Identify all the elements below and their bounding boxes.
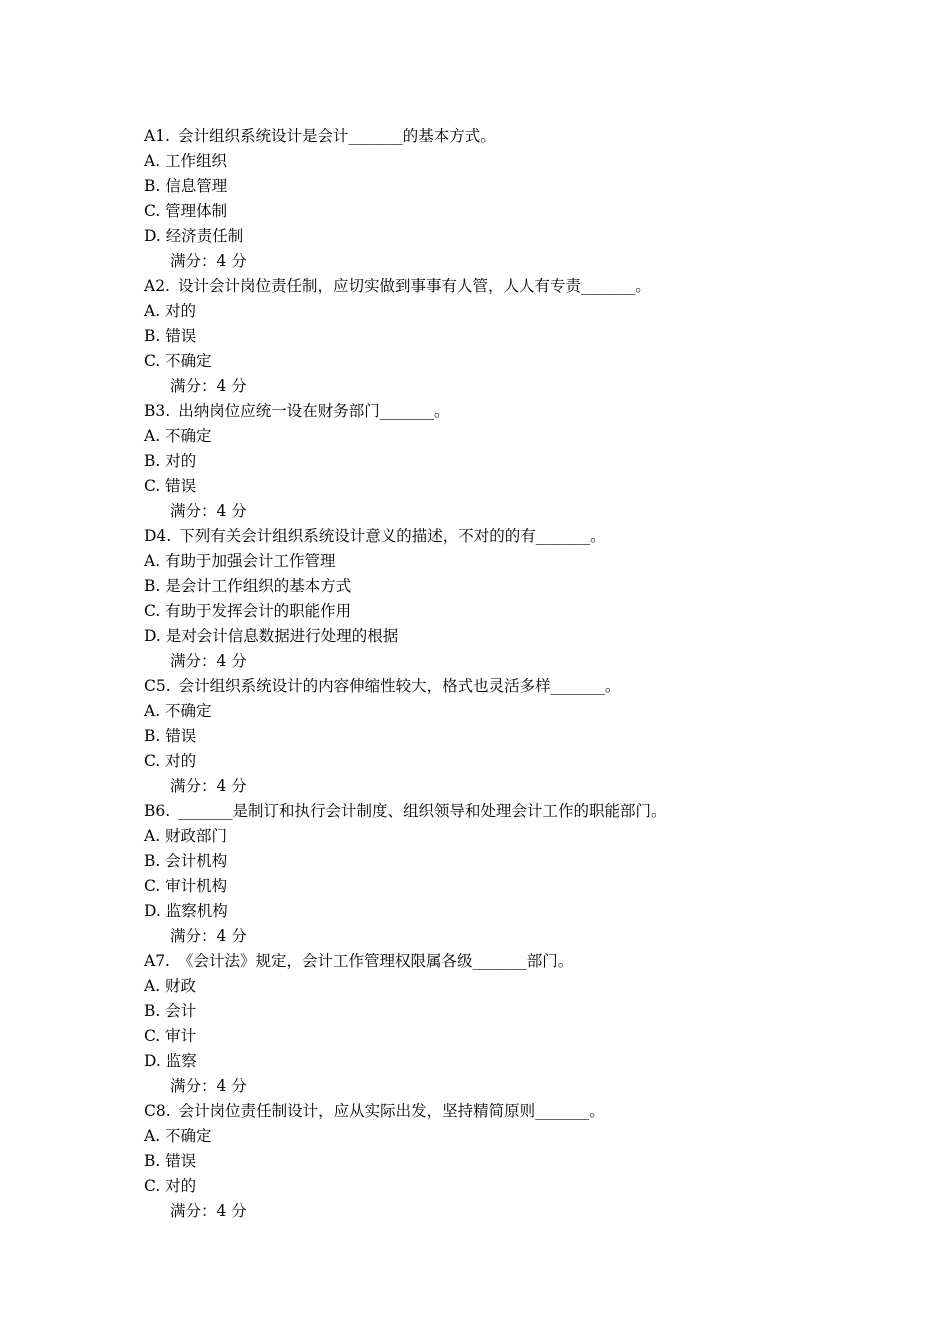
question-id: B6. — [144, 802, 171, 820]
option: D. 经济责任制 — [144, 227, 244, 245]
question-text: 会计组织系统设计的内容伸缩性较大，格式也灵活多样_______。 — [178, 677, 621, 695]
question-id: B3. — [144, 402, 171, 420]
question-text: 《会计法》规定，会计工作管理权限属各级_______部门。 — [177, 952, 574, 970]
option: C. 不确定 — [144, 352, 212, 370]
score-line: 满分：4 分 — [170, 652, 247, 670]
option: D. 是对会计信息数据进行处理的根据 — [144, 627, 399, 645]
score-line: 满分：4 分 — [170, 377, 247, 395]
option: A. 不确定 — [144, 1127, 212, 1145]
score-line: 满分：4 分 — [170, 252, 247, 270]
question-stem — [144, 1099, 844, 1124]
score-line: 满分：4 分 — [170, 777, 247, 795]
question-id: D4. — [144, 527, 172, 545]
question-text: 会计岗位责任制设计，应从实际出发，坚持精简原则_______。 — [178, 1102, 605, 1120]
question-stem — [144, 949, 844, 974]
option: A. 不确定 — [144, 702, 212, 720]
option: C. 管理体制 — [144, 202, 228, 220]
option: B. 信息管理 — [144, 177, 228, 195]
question-text: 会计组织系统设计是会计_______的基本方式。 — [177, 127, 496, 145]
option: A. 工作组织 — [144, 152, 228, 170]
option: C. 审计机构 — [144, 877, 228, 895]
option: B. 错误 — [144, 727, 197, 745]
question-stem — [144, 274, 844, 299]
question-stem — [144, 674, 844, 699]
score-line: 满分：4 分 — [170, 927, 247, 945]
option: A. 对的 — [144, 302, 197, 320]
option: D. 监察机构 — [144, 902, 228, 920]
question-text: 设计会计岗位责任制，应切实做到事事有人管，人人有专责_______。 — [177, 277, 651, 295]
question-stem — [144, 524, 844, 549]
question-id: C5. — [144, 677, 171, 695]
question-list — [144, 124, 844, 1224]
option: B. 是会计工作组织的基本方式 — [144, 577, 352, 595]
score-line: 满分：4 分 — [170, 502, 247, 520]
option: A. 财政 — [144, 977, 197, 995]
question-stem — [144, 799, 844, 824]
option: B. 错误 — [144, 327, 197, 345]
option: B. 错误 — [144, 1152, 197, 1170]
option: C. 对的 — [144, 752, 197, 770]
question-id: A7. — [144, 952, 170, 970]
option: B. 会计机构 — [144, 852, 228, 870]
score-line: 满分：4 分 — [170, 1077, 247, 1095]
question-id: A1. — [144, 127, 170, 145]
option: B. 对的 — [144, 452, 197, 470]
question-text: _______是制订和执行会计制度、组织领导和处理会计工作的职能部门。 — [178, 802, 667, 820]
option: C. 对的 — [144, 1177, 197, 1195]
question-stem — [144, 399, 844, 424]
question-text: 下列有关会计组织系统设计意义的描述，不对的的有_______。 — [179, 527, 606, 545]
question-id: A2. — [144, 277, 170, 295]
option: D. 监察 — [144, 1052, 197, 1070]
question-stem — [144, 124, 844, 149]
option: A. 不确定 — [144, 427, 212, 445]
question-id: C8. — [144, 1102, 171, 1120]
option: C. 审计 — [144, 1027, 197, 1045]
score-line: 满分：4 分 — [170, 1202, 247, 1220]
option: A. 有助于加强会计工作管理 — [144, 552, 336, 570]
option: C. 有助于发挥会计的职能作用 — [144, 602, 352, 620]
option: C. 错误 — [144, 477, 197, 495]
question-text: 出纳岗位应统一设在财务部门_______。 — [178, 402, 450, 420]
option: A. 财政部门 — [144, 827, 228, 845]
option: B. 会计 — [144, 1002, 197, 1020]
